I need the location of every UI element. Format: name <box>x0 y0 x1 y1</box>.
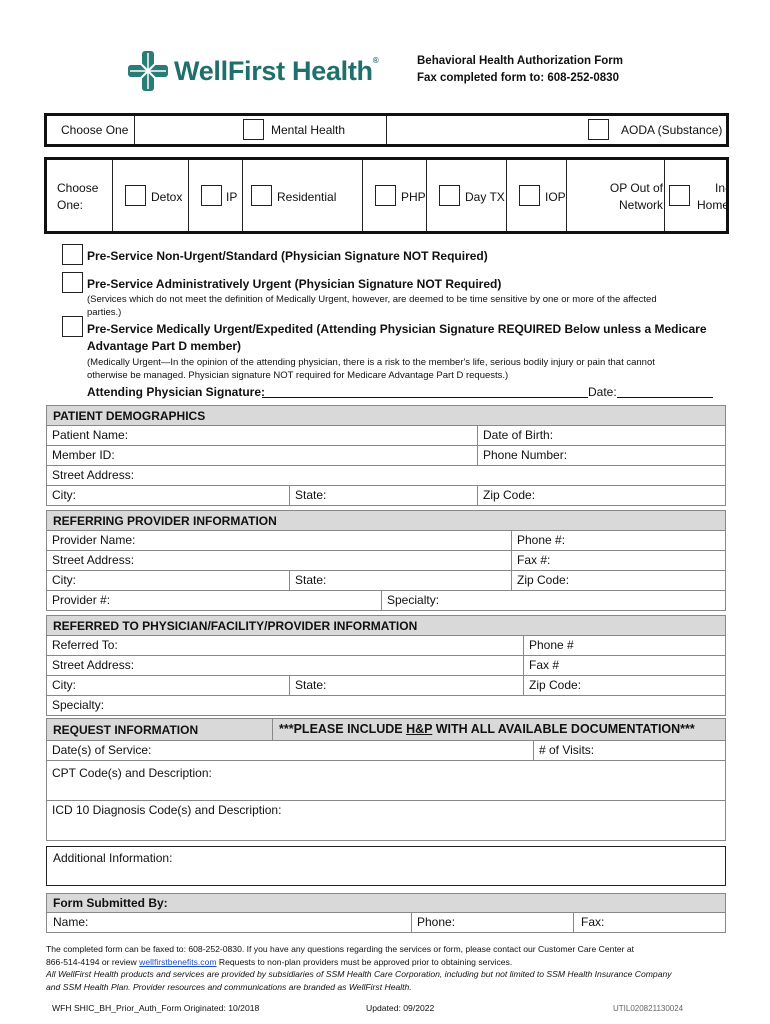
cpt-codes-label: CPT Code(s) and Description: <box>52 766 212 780</box>
in-home-label: In-Home <box>696 181 729 212</box>
referred-street-field[interactable]: Street Address: <box>52 658 135 672</box>
referring-row-3 <box>46 571 726 591</box>
referred-to-heading: REFERRED TO PHYSICIAN/FACILITY/PROVIDER INFORMATION <box>46 615 726 636</box>
referred-fax-field[interactable]: Fax # <box>529 658 560 672</box>
provider-number-field[interactable]: Provider #: <box>52 593 111 607</box>
referring-provider-heading: REFERRING PROVIDER INFORMATION <box>46 510 726 531</box>
category-selector <box>44 113 729 147</box>
referring-zip-field[interactable]: Zip Code: <box>517 573 570 587</box>
signature-label: Attending Physician Signature: <box>87 385 266 399</box>
logo <box>128 50 398 92</box>
state-field[interactable]: State: <box>295 488 327 502</box>
patient-row-1 <box>46 426 726 446</box>
member-id-field[interactable]: Member ID: <box>52 448 115 462</box>
detox-checkbox[interactable] <box>125 185 146 206</box>
day-tx-checkbox[interactable] <box>439 185 460 206</box>
admin-urgent-note: (Services which do not meet the definition of Medically Urgent, however, are deemed to be time sensitive by one or more of the affected parties.) <box>87 294 657 318</box>
referring-row-4 <box>46 591 726 611</box>
form-header <box>417 53 623 87</box>
provider-name-field[interactable]: Provider Name: <box>52 533 136 547</box>
form-id: WFH SHIC_BH_Prior_Auth_Form Originated: 10/2018 <box>52 1003 260 1013</box>
phone-number-field[interactable]: Phone Number: <box>483 448 568 462</box>
form-submitted-heading: Form Submitted By: <box>46 893 726 913</box>
patient-row-2 <box>46 446 726 466</box>
patient-row-3 <box>46 466 726 486</box>
referred-row-3 <box>46 676 726 696</box>
cpt-codes-field[interactable] <box>46 761 726 801</box>
referred-state-field[interactable]: State: <box>295 678 327 692</box>
php-checkbox[interactable] <box>375 185 396 206</box>
referred-to-field[interactable]: Referred To: <box>52 638 118 652</box>
mental-health-label: Mental Health <box>271 123 346 137</box>
choose-one-label: Choose One: <box>57 181 99 212</box>
icd-codes-label: ICD 10 Diagnosis Code(s) and Description: <box>52 803 282 817</box>
referring-street-field[interactable]: Street Address: <box>52 553 135 567</box>
aoda-label: AODA (Substance) <box>621 123 723 137</box>
benefits-link[interactable]: wellfirstbenefits.com <box>139 956 217 967</box>
additional-info-label: Additional Information: <box>53 851 173 865</box>
documentation-notice: ***PLEASE INCLUDE H&P WITH ALL AVAILABLE DOCUMENTATION*** <box>279 722 695 736</box>
admin-urgent-label: Pre-Service Administratively Urgent (Physician Signature NOT Required) <box>87 277 502 291</box>
medical-urgent-label: Pre-Service Medically Urgent/Expedited (Attending Physician Signature REQUIRED Below unless a Medicare Advantage Part D member) <box>87 322 707 353</box>
submitter-phone-field[interactable]: Phone: <box>417 915 456 929</box>
referred-zip-field[interactable]: Zip Code: <box>529 678 582 692</box>
referred-city-field[interactable]: City: <box>52 678 76 692</box>
submitted-row <box>46 913 726 933</box>
referring-phone-field[interactable]: Phone #: <box>517 533 566 547</box>
referred-row-1 <box>46 636 726 656</box>
number-of-visits-field[interactable]: # of Visits: <box>539 743 595 757</box>
choose-one-label: Choose One <box>61 123 129 137</box>
residential-checkbox[interactable] <box>251 185 272 206</box>
request-info-heading <box>46 718 726 741</box>
request-info-title: REQUEST INFORMATION <box>47 719 273 740</box>
medical-urgent-checkbox[interactable] <box>62 316 83 337</box>
zip-code-field[interactable]: Zip Code: <box>483 488 536 502</box>
standard-checkbox[interactable] <box>62 244 83 265</box>
in-home-checkbox[interactable] <box>669 185 690 206</box>
standard-label: Pre-Service Non-Urgent/Standard (Physician Signature NOT Required) <box>87 249 488 263</box>
medical-urgent-note: (Medically Urgent—In the opinion of the attending physician, there is a risk to the member's life, serious bodily injury or pain that cannot otherwise be managed. Physician signature NOT required for Medicare Advantage Part D requests.) <box>87 357 655 381</box>
footer-contact: The completed form can be faxed to: 608-252-0830. If you have any questions regarding the services or form, please contact our Customer Care Center at 866-514-4194 or review wellfirstbenefits.com Requests to non-plan providers must be approved prior to obtaining services. All WellFirst Health products and services are provided by subsidiaries of SSM Health Care Corporation, including but not limited to SSM Health Insurance Company and SSM Health Plan. Provider resources and communications are branded as WellFirst Health. <box>46 944 672 992</box>
referring-state-field[interactable]: State: <box>295 573 327 587</box>
icd-codes-field[interactable] <box>46 800 726 841</box>
iop-checkbox[interactable] <box>519 185 540 206</box>
patient-demographics-heading: PATIENT DEMOGRAPHICS <box>46 405 726 426</box>
php-label: PHP <box>401 190 426 204</box>
signature-date-line[interactable] <box>617 397 713 398</box>
form-title: Behavioral Health Authorization Form <box>417 55 623 67</box>
signature-line[interactable] <box>262 397 588 398</box>
patient-name-field[interactable]: Patient Name: <box>52 428 129 442</box>
detox-label: Detox <box>151 190 183 204</box>
date-label: Date: <box>588 385 617 399</box>
dates-of-service-field[interactable]: Date(s) of Service: <box>52 743 152 757</box>
referring-row-2 <box>46 551 726 571</box>
wellfirst-cross-logo-icon <box>128 51 168 91</box>
referring-row-1 <box>46 531 726 551</box>
submitter-name-field[interactable]: Name: <box>53 915 89 929</box>
fax-line: Fax completed form to: 608-252-0830 <box>417 72 619 84</box>
referring-city-field[interactable]: City: <box>52 573 76 587</box>
ip-checkbox[interactable] <box>201 185 222 206</box>
patient-row-4 <box>46 486 726 506</box>
city-field[interactable]: City: <box>52 488 76 502</box>
admin-urgent-checkbox[interactable] <box>62 272 83 293</box>
mental-health-checkbox[interactable] <box>243 119 264 140</box>
brand-name: WellFirst Health® <box>174 55 379 86</box>
request-row-1 <box>46 741 726 761</box>
level-of-care-selector <box>44 157 729 234</box>
dob-field[interactable]: Date of Birth: <box>483 428 554 442</box>
referred-specialty-field[interactable]: Specialty: <box>52 698 105 712</box>
additional-info-field[interactable] <box>46 846 726 886</box>
submitter-fax-field[interactable]: Fax: <box>581 915 605 929</box>
aoda-checkbox[interactable] <box>588 119 609 140</box>
referred-row-4 <box>46 696 726 716</box>
referred-phone-field[interactable]: Phone # <box>529 638 574 652</box>
form-code: UTIL020821130024 <box>613 1004 684 1013</box>
referring-fax-field[interactable]: Fax #: <box>517 553 551 567</box>
day-tx-label: Day TX <box>465 190 505 204</box>
iop-label: IOP <box>545 190 566 204</box>
residential-label: Residential <box>277 190 337 204</box>
referred-row-2 <box>46 656 726 676</box>
ip-label: IP <box>226 190 238 204</box>
street-address-field[interactable]: Street Address: <box>52 468 135 482</box>
updated-date: Updated: 09/2022 <box>366 1003 435 1013</box>
specialty-field[interactable]: Specialty: <box>387 593 440 607</box>
op-out-of-network-label: OP Out of Network <box>609 181 663 212</box>
